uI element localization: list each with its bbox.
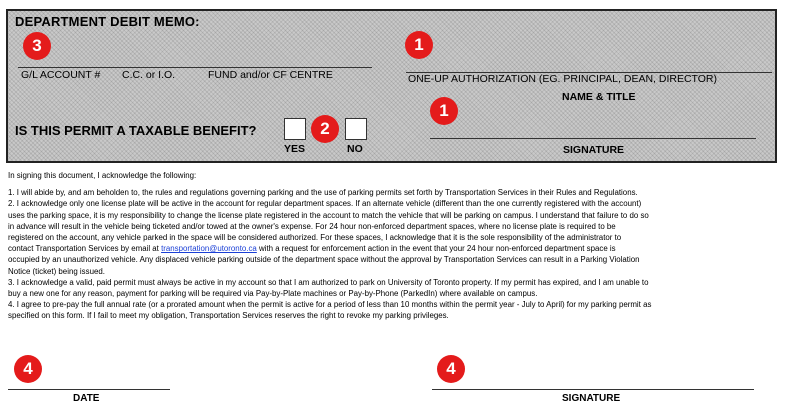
terms-line-6-post: with a request for enforcement action in the event that your 24 hour non-enforced department space is bbox=[256, 244, 616, 254]
memo-signature-label: SIGNATURE bbox=[563, 144, 625, 156]
bottom-signature-line[interactable] bbox=[432, 389, 754, 390]
acknowledgement-terms bbox=[8, 170, 778, 322]
authorization-label: ONE-UP AUTHORIZATION (EG. PRINCIPAL, DEAN, DIRECTOR) bbox=[408, 73, 718, 85]
terms-line-6 bbox=[8, 243, 778, 254]
terms-line-4: in advance will result in the vehicle being ticketed and/or towed at the owner's expense. For 24 hour non-enforced department spaces, where no license plate is required to be bbox=[8, 221, 616, 231]
terms-intro: In signing this document, I acknowledge the following: bbox=[8, 171, 197, 180]
no-label: NO bbox=[347, 143, 363, 155]
marker-1-signature: 1 bbox=[430, 97, 458, 125]
terms-line-3: uses the parking space, it is my responsibility to change the license plate registered in the account to match the vehicle that will be parking on campus. I understand that failure to do so bbox=[8, 210, 649, 220]
terms-line-10: buy a new one for any reason, payment for parking will be required via Pay-by-Plate machines or Pay-by-Phone (ParkedIn) where available on campus. bbox=[8, 289, 538, 299]
terms-line-2: 2. I acknowledge only one license plate will be active in the account for regular department spaces. If an alternate vehicle (different than the one currently registered with the account) bbox=[8, 199, 642, 209]
department-debit-memo-box bbox=[6, 9, 777, 163]
gl-account-label: G/L ACCOUNT # bbox=[21, 69, 101, 81]
date-label: DATE bbox=[73, 393, 100, 404]
terms-line-8: Notice (ticket) being issued. bbox=[8, 266, 105, 276]
terms-line-12: specified on this form. If I fail to meet my obligation, Transportation Services reserves the right to revoke my parking privileges. bbox=[8, 311, 449, 321]
taxable-benefit-question: IS THIS PERMIT A TAXABLE BENEFIT? bbox=[15, 123, 257, 138]
no-checkbox[interactable] bbox=[345, 118, 367, 140]
name-title-label: NAME & TITLE bbox=[562, 91, 636, 103]
yes-label: YES bbox=[284, 143, 306, 155]
memo-title: DEPARTMENT DEBIT MEMO: bbox=[15, 14, 200, 29]
marker-4-signature: 4 bbox=[437, 355, 465, 383]
cc-io-label: C.C. or I.O. bbox=[122, 69, 176, 81]
bottom-signature-label: SIGNATURE bbox=[562, 393, 621, 404]
fund-cf-centre-label: FUND and/or CF CENTRE bbox=[208, 69, 333, 81]
yes-checkbox[interactable] bbox=[284, 118, 306, 140]
marker-4-date: 4 bbox=[14, 355, 42, 383]
marker-3-account: 3 bbox=[23, 32, 51, 60]
marker-2-taxable: 2 bbox=[311, 115, 339, 143]
terms-line-11: 4. I agree to pre-pay the full annual rate (or a prorated amount when the permit is active for a period of less than 10 months within the permit year - July to April) for my parking permit as bbox=[8, 300, 652, 310]
terms-line-7: occupied by an unauthorized vehicle. Any displaced vehicle parking outside of the department space without the approval by Transportation Services can result in a Parking Violation bbox=[8, 255, 640, 265]
terms-line-9: 3. I acknowledge a valid, paid permit must always be active in my account so that I am authorized to park on University of Toronto property. If my permit has expired, and I am unable to bbox=[8, 277, 649, 287]
marker-1-authorization: 1 bbox=[405, 31, 433, 59]
email-link[interactable]: transportation@utoronto.ca bbox=[161, 244, 257, 254]
terms-line-1: 1. I will abide by, and am beholden to, the rules and regulations governing parking and the use of parking permits set forth by Transportation Services in their Rules and Regulations. bbox=[8, 188, 638, 198]
terms-line-5: registered on the account, any vehicle parked in the space will be considered authorized. For these spaces, I acknowledge that it is the sole responsibility of the administrator to bbox=[8, 233, 622, 243]
date-line[interactable] bbox=[8, 389, 170, 390]
memo-signature-line[interactable] bbox=[430, 138, 756, 139]
account-line[interactable] bbox=[18, 67, 372, 68]
terms-line-6-pre: contact Transportation Services by email at bbox=[8, 244, 162, 254]
